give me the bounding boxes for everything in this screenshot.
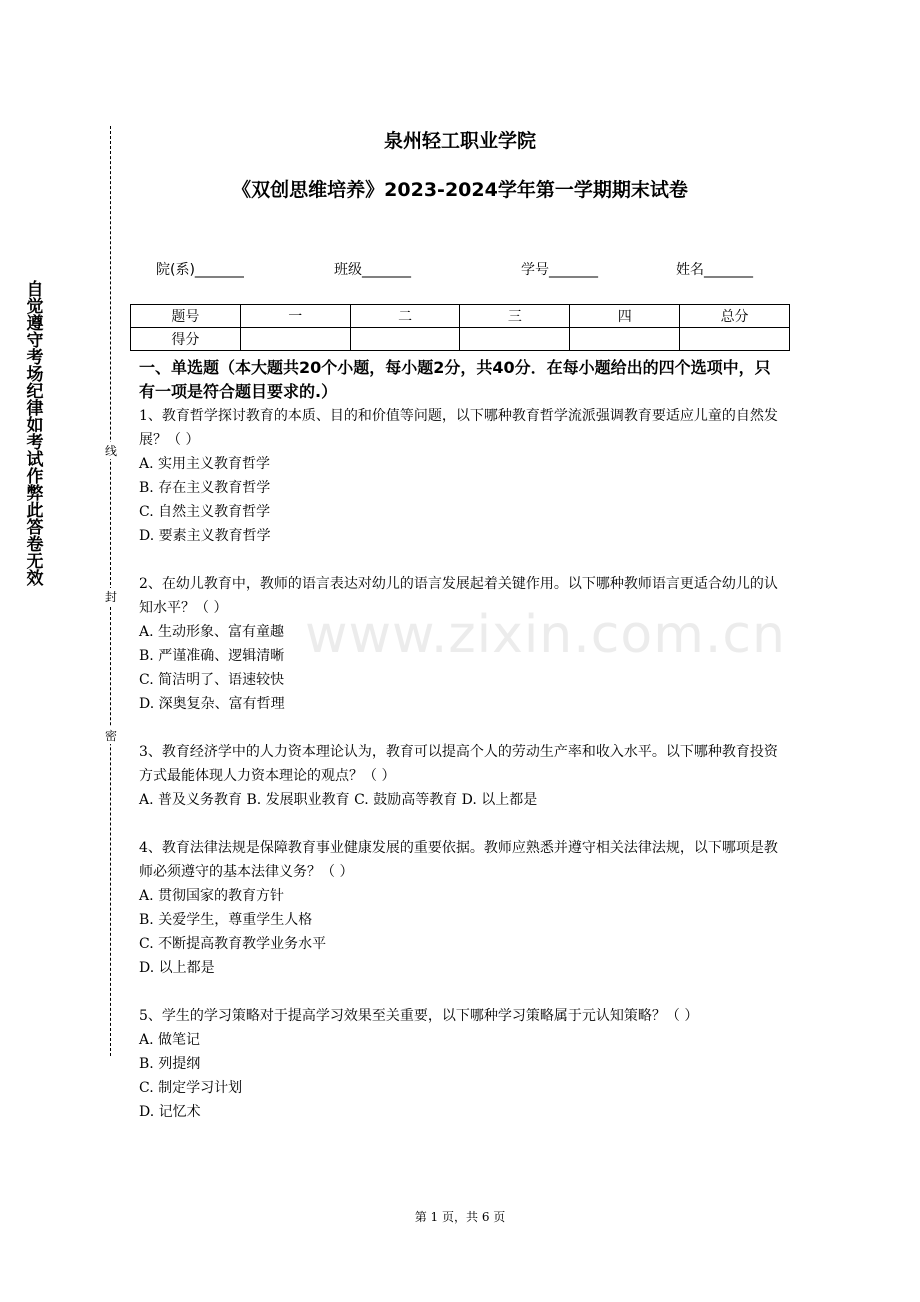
option-b[interactable]: B. 列提纲 [139, 1056, 201, 1072]
question-3 [139, 740, 789, 812]
name-field[interactable]: 姓名_______ [676, 262, 753, 278]
option-a[interactable]: A. 实用主义教育哲学 [139, 456, 271, 472]
option-c[interactable]: C. 不断提高教育教学业务水平 [139, 936, 327, 952]
score-cell[interactable] [350, 328, 460, 351]
option-d[interactable]: D. 以上都是 [139, 960, 215, 976]
question-5 [139, 1004, 789, 1124]
question-list [139, 404, 789, 1148]
question-stem: 4、教育法律法规是保障教育事业健康发展的重要依据。教师应熟悉并遵守相关法律法规，以下哪项是教师必须遵守的基本法律义务？（ ） [139, 840, 778, 880]
option-d[interactable]: D. 深奥复杂、富有哲理 [139, 696, 285, 712]
question-stem: 3、教育经济学中的人力资本理论认为，教育可以提高个人的劳动生产率和收入水平。以下哪种教育投资方式最能体现人力资本理论的观点？（ ） [139, 744, 778, 784]
option-c[interactable]: C. 简洁明了、语速较快 [139, 672, 285, 688]
score-header-cell: 三 [460, 305, 570, 328]
score-cell[interactable] [240, 328, 350, 351]
option-d[interactable]: D. 要素主义教育哲学 [139, 528, 271, 544]
score-cell[interactable] [460, 328, 570, 351]
score-header-cell: 一 [240, 305, 350, 328]
binding-mark-line: 线 [104, 444, 117, 458]
school-name: 泉州轻工职业学院 [383, 130, 536, 152]
class-field[interactable]: 班级_______ [334, 262, 411, 278]
score-header-cell: 总分 [680, 305, 790, 328]
department-field[interactable]: 院(系)_______ [156, 262, 244, 278]
exam-title: 《双创思维培养》2023-2024学年第一学期期末试卷 [232, 179, 688, 201]
option-b[interactable]: B. 存在主义教育哲学 [139, 480, 271, 496]
question-1 [139, 404, 789, 548]
score-table [130, 304, 790, 351]
question-stem: 2、在幼儿教育中，教师的语言表达对幼儿的语言发展起着关键作用。以下哪种教师语言更适合幼儿的认知水平？（ ） [139, 576, 778, 616]
options-inline[interactable]: A. 普及义务教育 B. 发展职业教育 C. 鼓励高等教育 D. 以上都是 [139, 792, 538, 808]
option-a[interactable]: A. 贯彻国家的教育方针 [139, 888, 285, 904]
score-cell[interactable] [680, 328, 790, 351]
option-b[interactable]: B. 关爱学生，尊重学生人格 [139, 912, 313, 928]
binding-mark-seal: 封 [104, 590, 117, 604]
section-heading: 一、单选题（本大题共20个小题，每小题2分，共40分．在每小题给出的四个选项中，只有一项是符合题目要求的.） [139, 358, 771, 401]
binding-mark-secret: 密 [104, 729, 117, 743]
score-table-header-row [131, 305, 790, 328]
option-b[interactable]: B. 严谨准确、逻辑清晰 [139, 648, 285, 664]
exam-rules-notice: 自觉遵守考场纪律如考试作弊此答卷无效 [26, 280, 44, 589]
score-cell[interactable] [570, 328, 680, 351]
score-row-label: 得分 [131, 328, 241, 351]
question-4 [139, 836, 789, 980]
watermark: www.zixin.com.cn [305, 605, 786, 665]
page-footer: 第 1 页，共 6 页 [414, 1210, 506, 1224]
question-stem: 5、学生的学习策略对于提高学习效果至关重要，以下哪种学习策略属于元认知策略？（ ） [139, 1008, 699, 1024]
option-a[interactable]: A. 做笔记 [139, 1032, 201, 1048]
question-stem: 1、教育哲学探讨教育的本质、目的和价值等问题，以下哪种教育哲学流派强调教育要适应儿童的自然发展？（ ） [139, 408, 778, 448]
option-d[interactable]: D. 记忆术 [139, 1104, 201, 1120]
question-2 [139, 572, 789, 716]
option-c[interactable]: C. 制定学习计划 [139, 1080, 243, 1096]
student-id-field[interactable]: 学号_______ [521, 262, 598, 278]
option-c[interactable]: C. 自然主义教育哲学 [139, 504, 271, 520]
option-a[interactable]: A. 生动形象、富有童趣 [139, 624, 285, 640]
score-table-score-row [131, 328, 790, 351]
score-header-cell: 题号 [131, 305, 241, 328]
score-header-cell: 二 [350, 305, 460, 328]
score-header-cell: 四 [570, 305, 680, 328]
